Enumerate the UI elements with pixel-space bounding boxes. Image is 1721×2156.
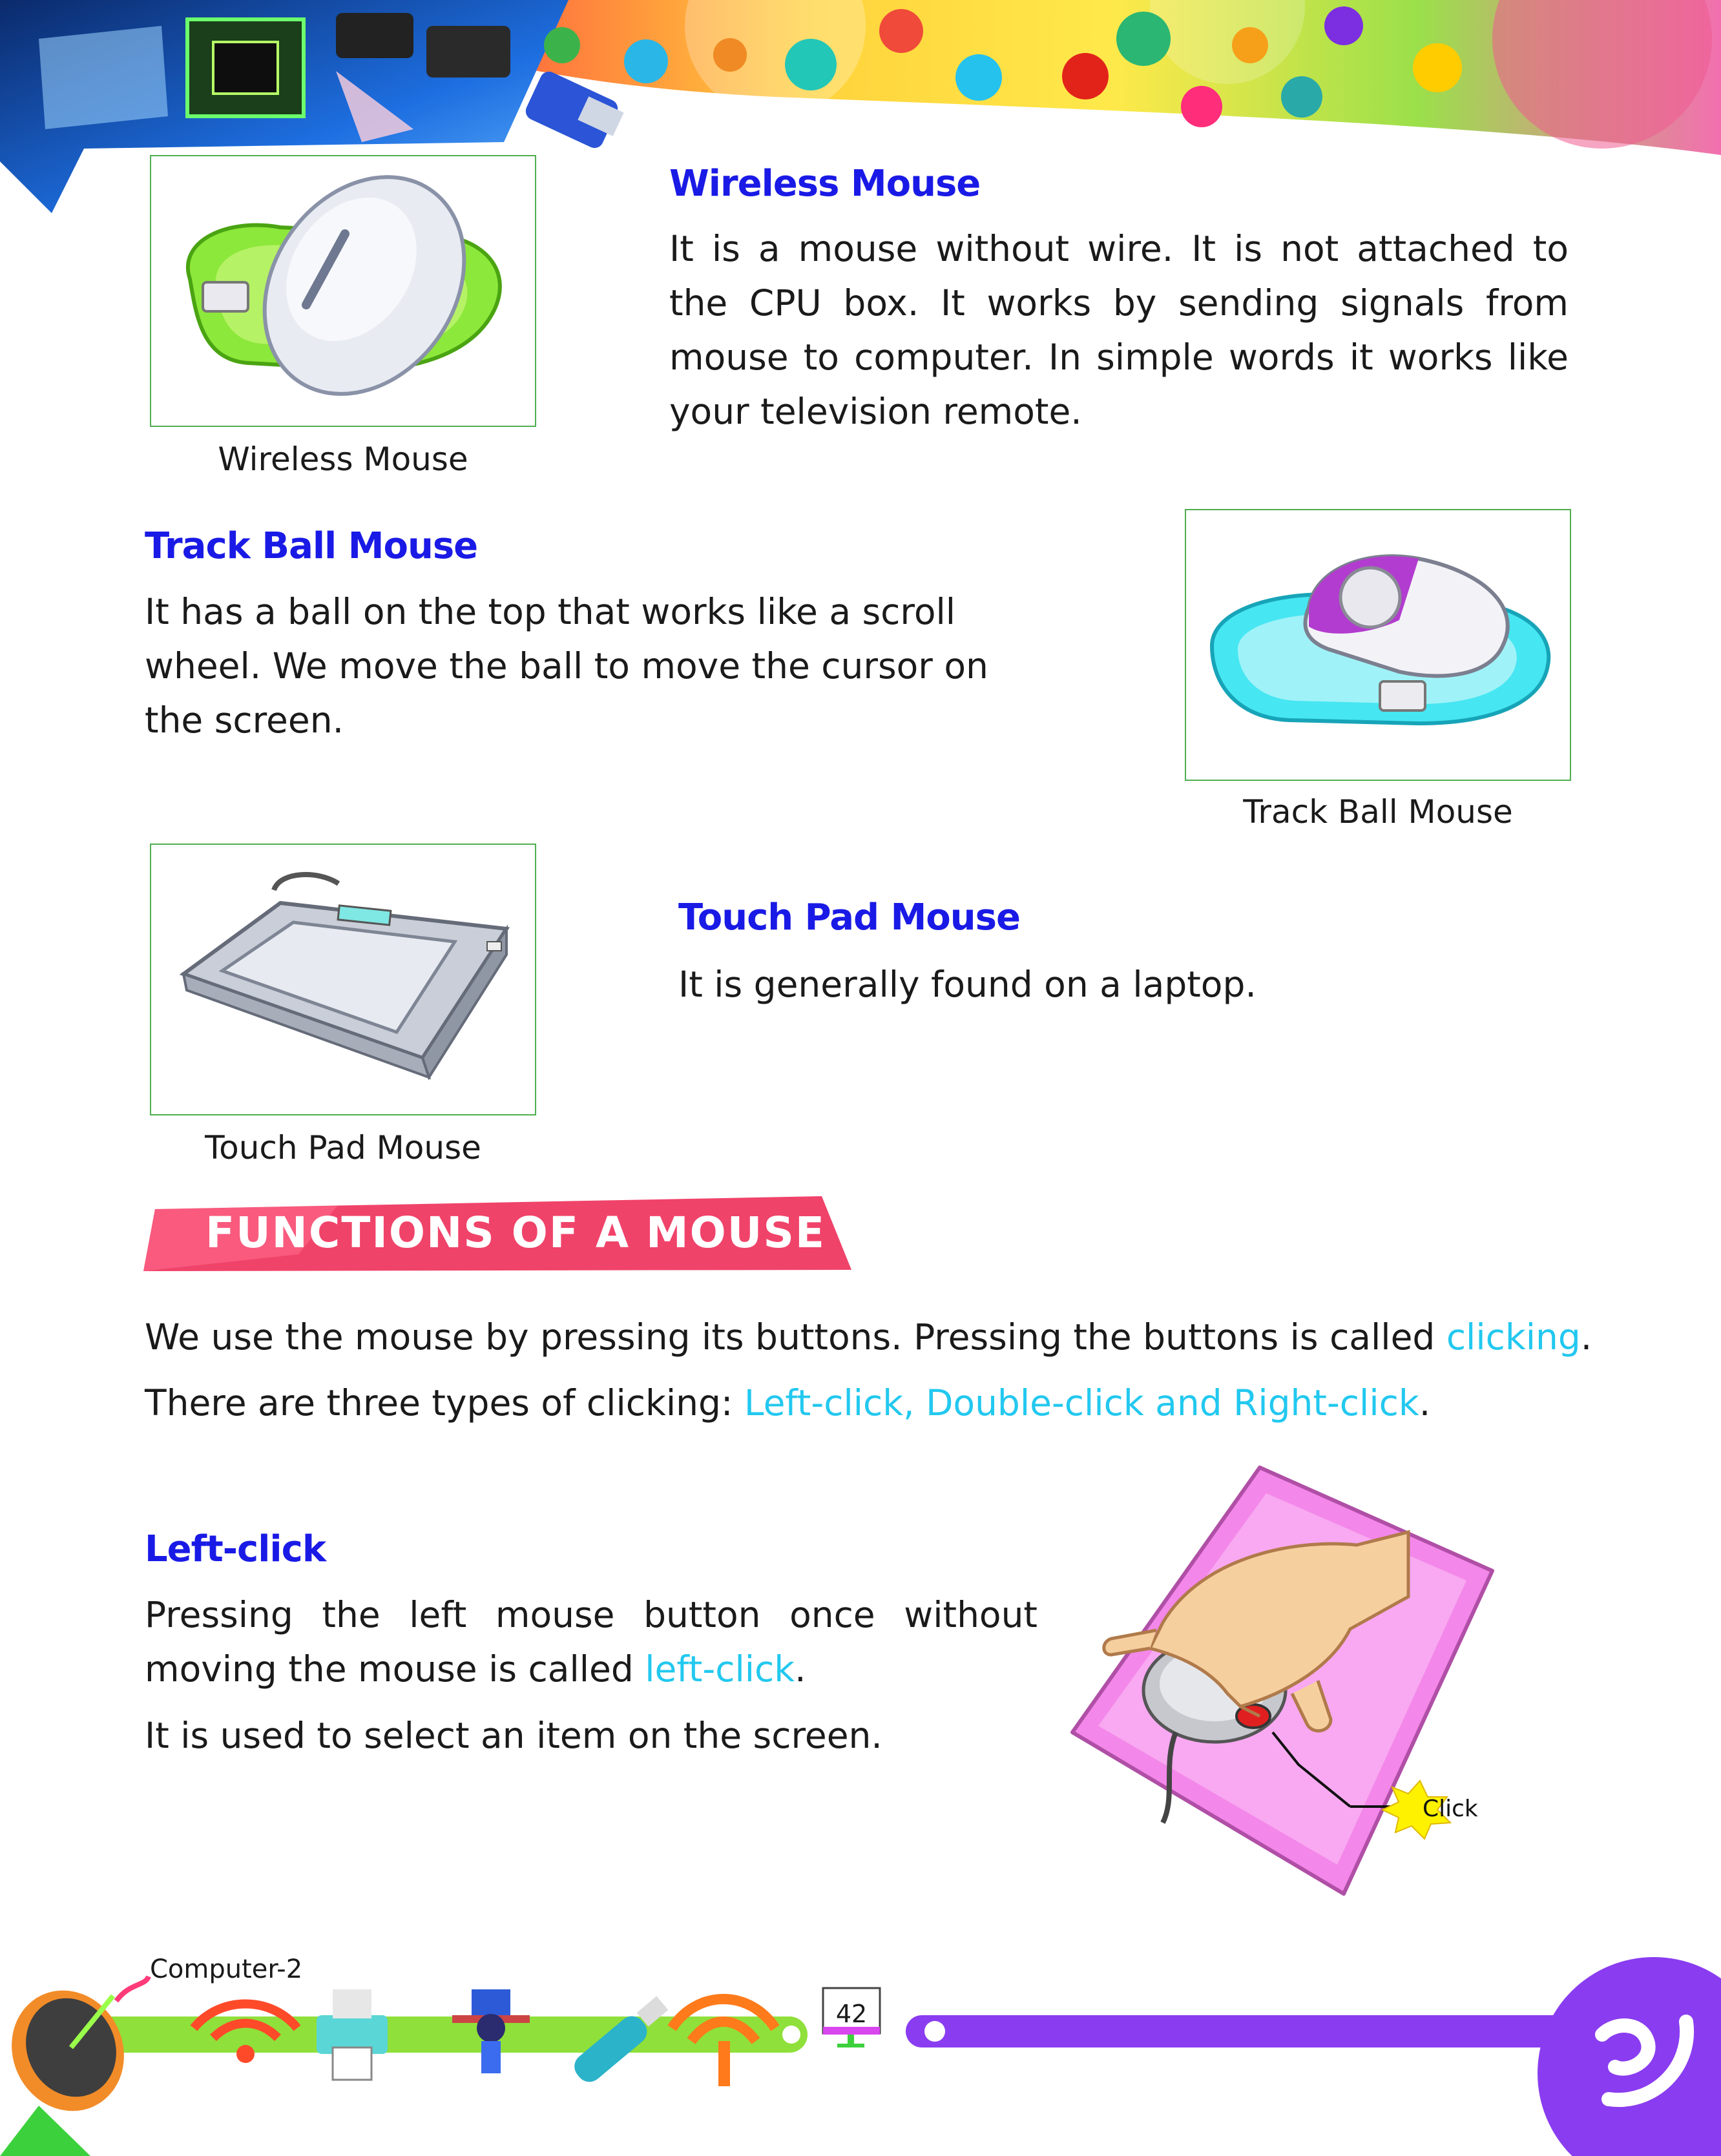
wireless-mouse-heading: Wireless Mouse <box>669 163 981 205</box>
functions-banner <box>143 1196 851 1271</box>
functions-line-2 <box>145 1376 1430 1430</box>
left-click-heading: Left-click <box>145 1528 326 1570</box>
click-types-term: Left-click, Double-click and Right-click <box>744 1382 1419 1424</box>
touchpad-mouse-caption: Touch Pad Mouse <box>205 1129 481 1166</box>
left-click-description <box>145 1588 1038 1696</box>
left-click-usage: It is used to select an item on the screen. <box>145 1715 882 1756</box>
trackball-mouse-description: It has a ball on the top that works like a scroll wheel. We move the ball to move the cursor on the screen. <box>145 591 988 741</box>
wireless-mouse-description: It is a mouse without wire. It is not attached to the CPU box. It works by sending signals from mouse to computer. In simple words it works like your television remote. <box>669 228 1569 432</box>
functions-line-2-end: . <box>1419 1382 1431 1424</box>
click-callout-label: Click <box>1423 1796 1478 1822</box>
footer-book-title: Computer-2 <box>150 1954 303 1984</box>
left-click-description-end: . <box>795 1648 806 1690</box>
left-click-term: left-click <box>645 1648 795 1690</box>
page-number: 42 <box>835 2000 868 2028</box>
wireless-mouse-caption: Wireless Mouse <box>218 441 468 478</box>
touchpad-mouse-description: It is generally found on a laptop. <box>678 964 1257 1005</box>
left-click-description-text: Pressing the left mouse button once without moving the mouse is called <box>145 1594 1038 1690</box>
clicking-term: clicking <box>1446 1316 1581 1358</box>
functions-line-1-end: . <box>1580 1316 1592 1358</box>
functions-line-1 <box>145 1310 1592 1364</box>
trackball-mouse-caption: Track Ball Mouse <box>1243 793 1513 831</box>
touchpad-mouse-heading: Touch Pad Mouse <box>678 897 1020 938</box>
touchpad-mouse-image <box>150 844 536 1115</box>
left-click-illustration <box>1047 1461 1499 1898</box>
wireless-mouse-image <box>150 155 536 427</box>
functions-line-2-text: There are three types of clicking: <box>145 1382 744 1424</box>
trackball-mouse-image <box>1185 509 1571 781</box>
trackball-mouse-heading: Track Ball Mouse <box>145 525 478 567</box>
functions-banner-title: FUNCTIONS OF A MOUSE <box>205 1208 826 1258</box>
functions-line-1-text: We use the mouse by pressing its buttons. Pressing the buttons is called <box>145 1316 1446 1358</box>
